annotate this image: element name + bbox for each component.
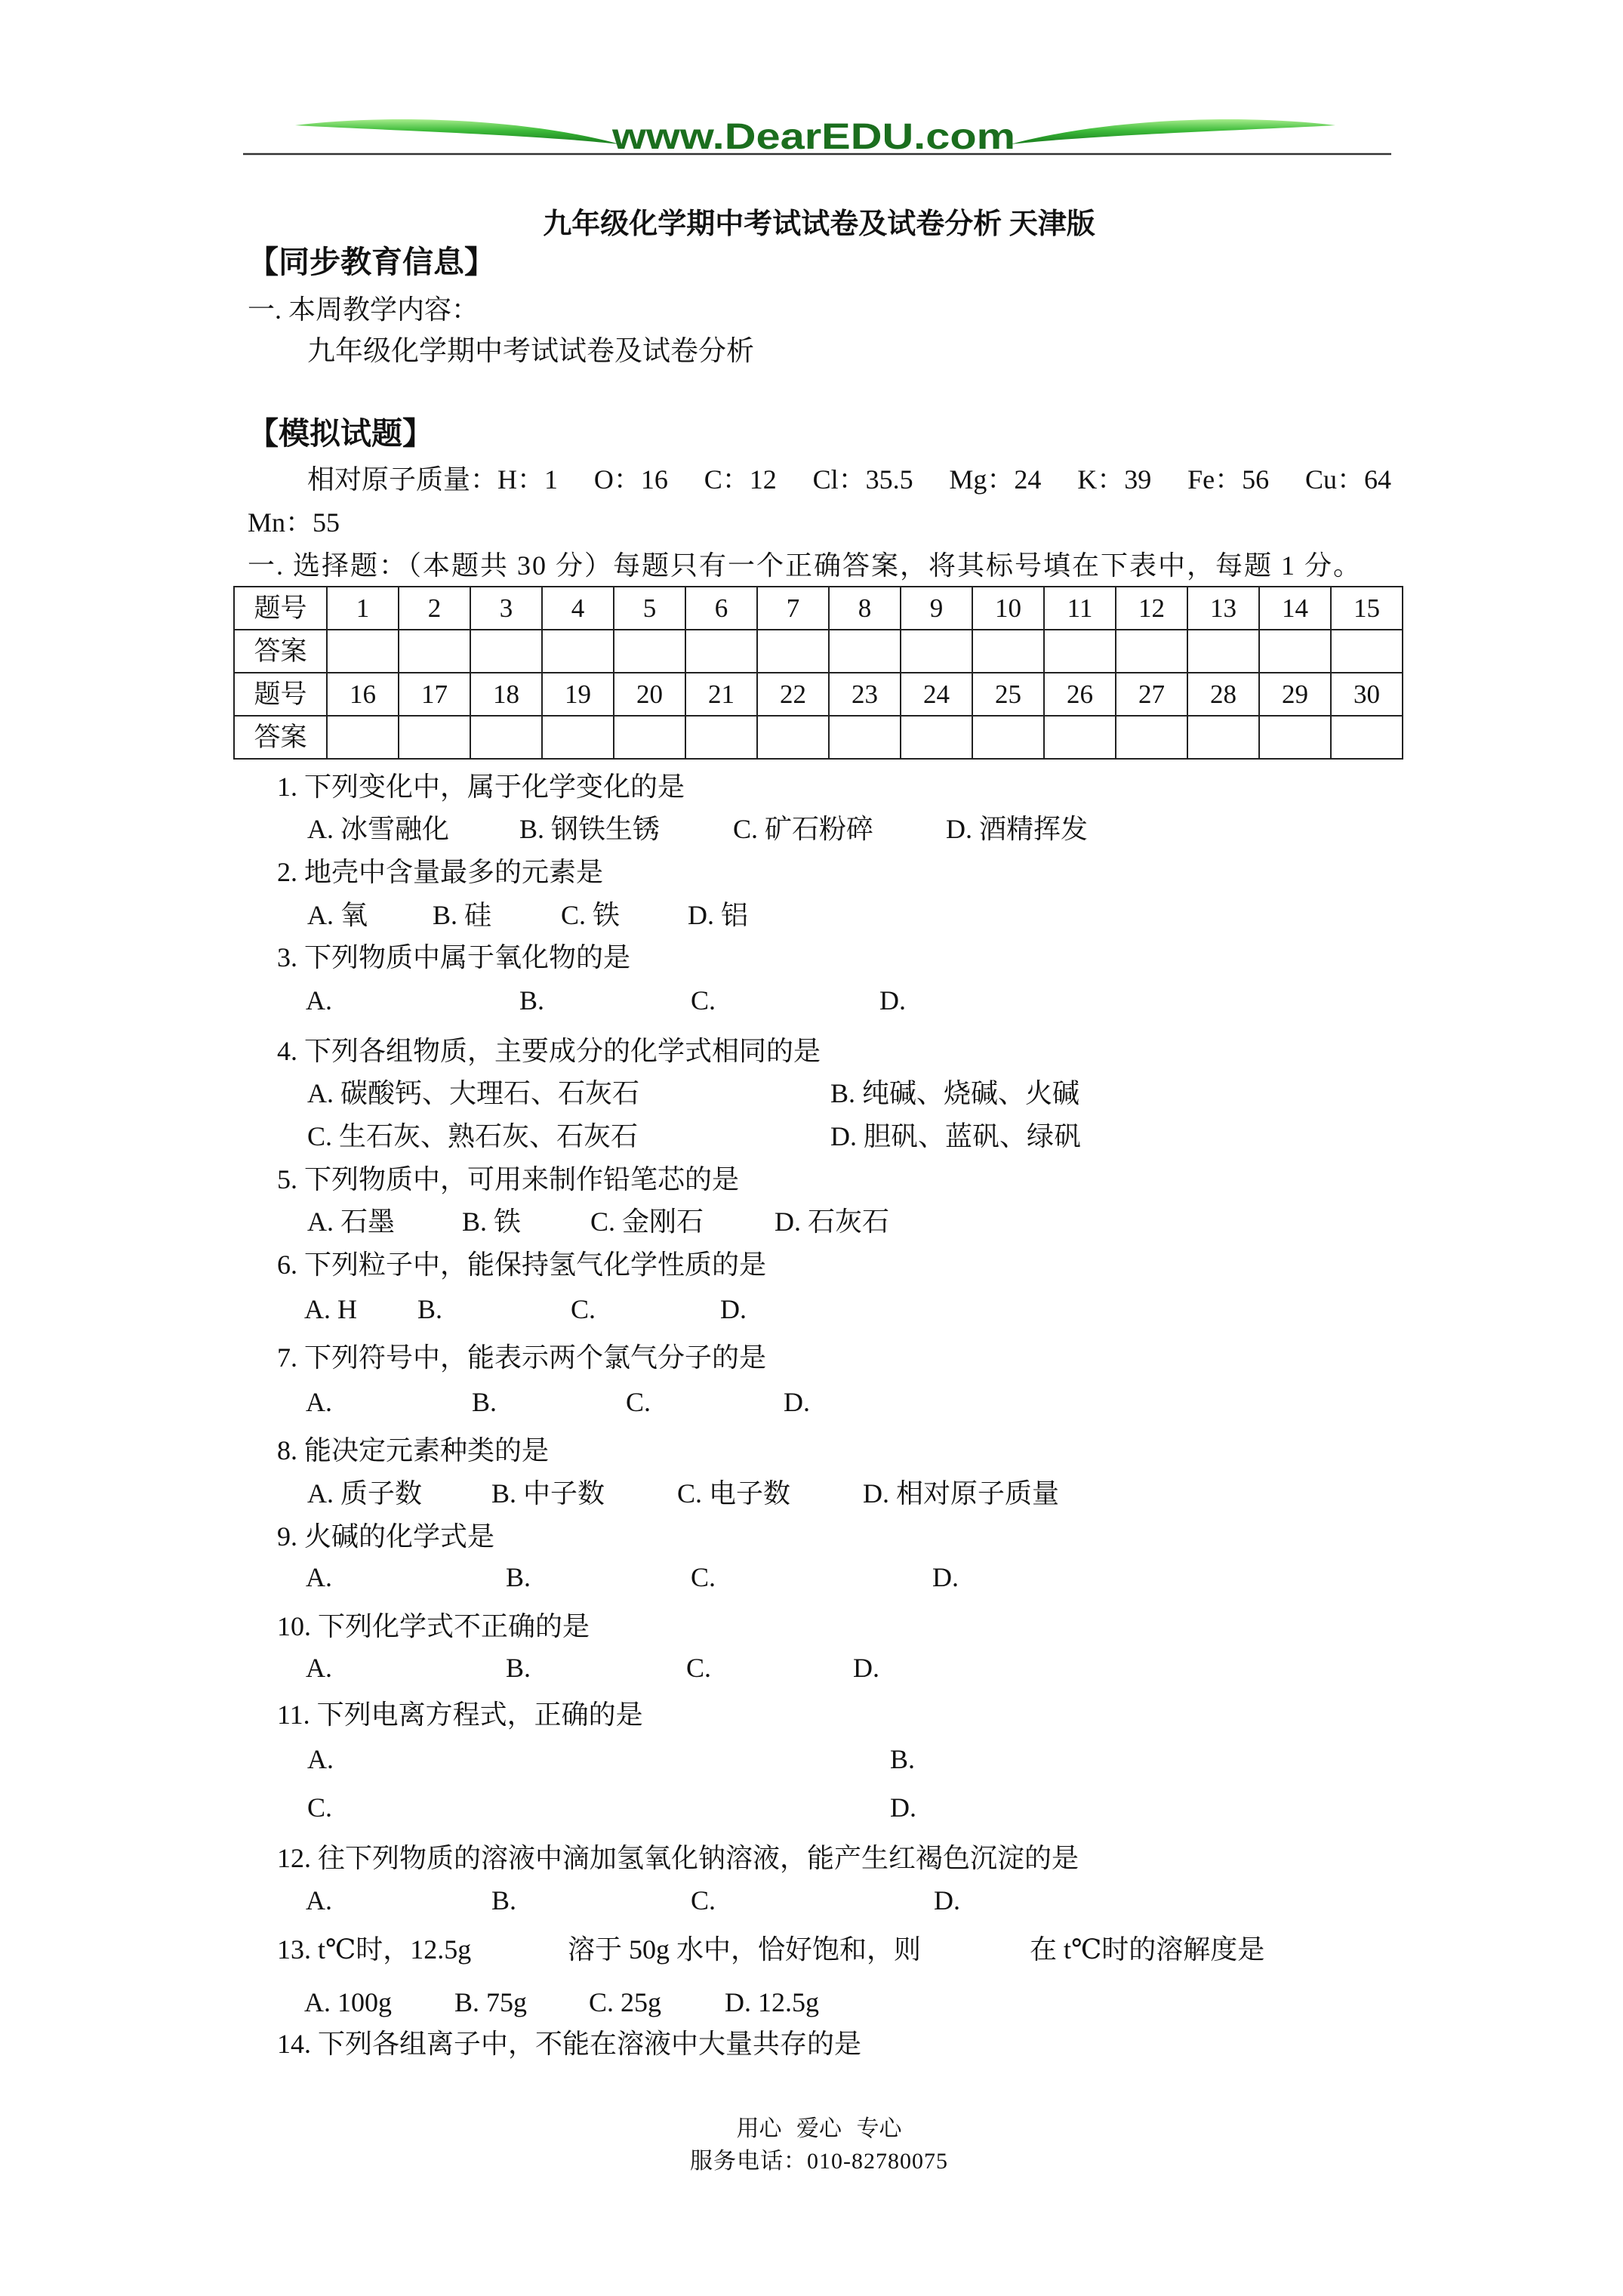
option-c: C. 生石灰、熟石灰、石灰石 <box>307 1121 639 1151</box>
option-a: A. 冰雪融化 <box>307 814 449 844</box>
answer-cell <box>470 630 542 673</box>
question-8-stem: 8. 能决定元素种类的是 <box>277 1435 550 1465</box>
page-title: 九年级化学期中考试试卷及试卷分析 天津版 <box>543 208 1095 240</box>
option-c: C. 金刚石 <box>590 1207 704 1237</box>
question-7-stem: 7. 下列符号中，能表示两个氯气分子的是 <box>277 1342 767 1373</box>
sync-info-heading: 【同步教育信息】 <box>248 245 495 279</box>
question-4-options-row1 <box>0 1080 1623 1107</box>
question-4-stem: 4. 下列各组物质，主要成分的化学式相同的是 <box>277 1036 821 1066</box>
option-b: B. <box>519 985 545 1015</box>
row-label-number: 题号 <box>234 587 327 630</box>
number-cell: 5 <box>614 587 685 630</box>
atomic-mass-item: H：1 <box>497 464 559 495</box>
question-13-stem <box>0 1936 1623 1963</box>
atomic-mass-label: 相对原子质量： <box>307 464 498 495</box>
answer-cell <box>1116 630 1187 673</box>
option-d: D. <box>932 1562 959 1592</box>
number-cell: 30 <box>1331 673 1403 716</box>
option-d: D. 石灰石 <box>775 1207 889 1237</box>
number-cell: 18 <box>470 673 542 716</box>
option-d: D. 胆矾、蓝矾、绿矾 <box>830 1121 1081 1151</box>
option-b: B. 纯碱、烧碱、火碱 <box>830 1078 1080 1108</box>
option-a: A. 氧 <box>307 900 368 930</box>
number-cell: 16 <box>327 673 399 716</box>
question-13-stem-part: 13. t℃时，12.5g <box>277 1934 472 1965</box>
option-b: B. 中子数 <box>491 1478 605 1509</box>
logo-swoosh-right <box>1011 119 1335 144</box>
option-d: D. 12.5g <box>725 1987 819 2017</box>
question-3-stem: 3. 下列物质中属于氧化物的是 <box>277 942 631 972</box>
option-b: B. <box>890 1744 916 1774</box>
question-12-stem: 12. 往下列物质的溶液中滴加氢氧化钠溶液，能产生红褐色沉淀的是 <box>277 1843 1079 1873</box>
question-1-options <box>0 815 1623 843</box>
number-cell: 8 <box>829 587 901 630</box>
option-c: C. 电子数 <box>677 1478 791 1509</box>
number-cell: 7 <box>757 587 829 630</box>
option-c: C. <box>307 1792 333 1823</box>
number-cell: 27 <box>1116 673 1187 716</box>
option-c: C. <box>691 985 716 1015</box>
option-d: D. <box>879 985 906 1015</box>
option-b: B. 铁 <box>462 1207 522 1237</box>
number-cell: 21 <box>685 673 757 716</box>
atomic-mass-item: K：39 <box>1077 464 1152 495</box>
answer-cell <box>542 716 614 759</box>
number-cell: 20 <box>614 673 685 716</box>
option-c: C. <box>691 1562 716 1592</box>
question-10-stem: 10. 下列化学式不正确的是 <box>277 1611 590 1641</box>
option-a: A. <box>306 1387 332 1417</box>
answer-cell <box>614 630 685 673</box>
option-a: A. <box>306 1653 332 1683</box>
row-label-number: 题号 <box>234 673 327 716</box>
answer-cell <box>1331 630 1403 673</box>
logo-swoosh-left <box>295 119 620 144</box>
atomic-mass-item: Mg：24 <box>949 464 1042 495</box>
answer-cell <box>1187 716 1259 759</box>
number-cell: 10 <box>972 587 1044 630</box>
question-2-options <box>0 901 1623 929</box>
question-7-options <box>0 1388 1623 1416</box>
weekly-content-label: 一. 本周教学内容： <box>248 294 479 325</box>
answer-cell <box>614 716 685 759</box>
atomic-mass-item: O：16 <box>593 464 668 495</box>
question-11-options-row2 <box>0 1794 1623 1821</box>
answer-cell <box>972 630 1044 673</box>
question-5-stem: 5. 下列物质中，可用来制作铅笔芯的是 <box>277 1164 740 1194</box>
question-number-row <box>234 587 1403 630</box>
number-cell: 1 <box>327 587 399 630</box>
option-c: C. <box>571 1294 596 1324</box>
option-b: B. <box>506 1562 531 1592</box>
row-label-answer: 答案 <box>234 716 327 759</box>
mock-test-heading: 【模拟试题】 <box>248 416 433 451</box>
question-11-stem: 11. 下列电离方程式，正确的是 <box>277 1700 643 1730</box>
question-8-options <box>0 1480 1623 1507</box>
answer-cell <box>327 716 399 759</box>
answer-cell <box>685 630 757 673</box>
answer-cell <box>972 716 1044 759</box>
number-cell: 22 <box>757 673 829 716</box>
option-a: A. <box>306 985 332 1015</box>
option-d: D. 相对原子质量 <box>863 1478 1059 1509</box>
option-c: C. 矿石粉碎 <box>733 814 874 844</box>
question-10-options <box>0 1654 1623 1681</box>
number-cell: 11 <box>1044 587 1116 630</box>
question-1-stem: 1. 下列变化中，属于化学变化的是 <box>277 772 685 802</box>
option-a: A. 100g <box>304 1987 392 2017</box>
option-d: D. 酒精挥发 <box>946 814 1088 844</box>
atomic-mass-item: C：12 <box>704 464 777 495</box>
option-b: B. 钢铁生锈 <box>519 814 661 844</box>
option-c: C. 25g <box>589 1987 662 2017</box>
answer-cell <box>829 630 901 673</box>
question-4-options-row2 <box>0 1123 1623 1150</box>
atomic-mass-item: Fe：56 <box>1187 464 1270 495</box>
option-a: A. <box>306 1885 332 1915</box>
number-cell: 2 <box>399 587 470 630</box>
number-cell: 4 <box>542 587 614 630</box>
number-cell: 9 <box>901 587 972 630</box>
number-cell: 26 <box>1044 673 1116 716</box>
atomic-mass-item: Cl：35.5 <box>812 464 913 495</box>
question-11-options-row1 <box>0 1746 1623 1773</box>
answer-row <box>234 630 1403 673</box>
atomic-mass-line <box>307 466 1391 493</box>
answer-cell <box>685 716 757 759</box>
answer-cell <box>829 716 901 759</box>
number-cell: 28 <box>1187 673 1259 716</box>
question-number-row <box>234 673 1403 716</box>
answer-cell <box>1116 716 1187 759</box>
question-6-stem: 6. 下列粒子中，能保持氢气化学性质的是 <box>277 1250 767 1280</box>
logo-text: www.DearEDU.com <box>611 117 1015 157</box>
answer-cell <box>399 716 470 759</box>
question-9-stem: 9. 火碱的化学式是 <box>277 1521 495 1552</box>
question-3-options <box>0 987 1623 1014</box>
answer-cell <box>1259 630 1331 673</box>
option-d: D. <box>720 1294 747 1324</box>
question-12-options <box>0 1887 1623 1914</box>
option-a: A. <box>306 1562 332 1592</box>
answer-cell <box>470 716 542 759</box>
question-13-options <box>0 1989 1623 2016</box>
option-b: B. <box>417 1294 443 1324</box>
answer-cell <box>757 630 829 673</box>
option-d: D. <box>853 1653 879 1683</box>
question-6-options <box>0 1296 1623 1323</box>
number-cell: 6 <box>685 587 757 630</box>
option-b: B. <box>472 1387 497 1417</box>
number-cell: 3 <box>470 587 542 630</box>
option-a: A. 质子数 <box>307 1478 422 1509</box>
answer-cell <box>1044 716 1116 759</box>
number-cell: 17 <box>399 673 470 716</box>
number-cell: 12 <box>1116 587 1187 630</box>
option-c: C. <box>691 1885 716 1915</box>
option-d: D. <box>784 1387 810 1417</box>
number-cell: 23 <box>829 673 901 716</box>
answer-cell <box>1187 630 1259 673</box>
option-b: B. 75g <box>454 1987 528 2017</box>
answer-cell <box>1044 630 1116 673</box>
answer-cell <box>757 716 829 759</box>
answer-cell <box>542 630 614 673</box>
option-b: B. 硅 <box>433 900 492 930</box>
answer-table <box>233 586 1403 760</box>
number-cell: 24 <box>901 673 972 716</box>
footer-slogan: 用心 爱心 专心 <box>736 2116 902 2141</box>
answer-cell <box>901 716 972 759</box>
question-14-stem: 14. 下列各组离子中，不能在溶液中大量共存的是 <box>277 2029 862 2059</box>
answer-row <box>234 716 1403 759</box>
row-label-answer: 答案 <box>234 630 327 673</box>
question-9-options <box>0 1564 1623 1591</box>
number-cell: 19 <box>542 673 614 716</box>
footer-phone: 服务电话：010-82780075 <box>690 2149 948 2174</box>
option-d: D. 铝 <box>688 900 748 930</box>
answer-cell <box>327 630 399 673</box>
option-c: C. 铁 <box>561 900 621 930</box>
answer-cell <box>901 630 972 673</box>
option-d: D. <box>934 1885 960 1915</box>
number-cell: 14 <box>1259 587 1331 630</box>
option-a: A. 石墨 <box>307 1207 395 1237</box>
number-cell: 15 <box>1331 587 1403 630</box>
question-2-stem: 2. 地壳中含量最多的元素是 <box>277 857 604 887</box>
option-c: C. <box>626 1387 651 1417</box>
option-b: B. <box>506 1653 531 1683</box>
atomic-mass-item: Cu：64 <box>1304 464 1391 495</box>
part-one-title: 一. 选择题：（本题共 30 分）每题只有一个正确答案，将其标号填在下表中，每题 1 分。 <box>248 550 1363 581</box>
number-cell: 29 <box>1259 673 1331 716</box>
answer-cell <box>1331 716 1403 759</box>
answer-cell <box>1259 716 1331 759</box>
option-d: D. <box>890 1792 916 1823</box>
atomic-mass-item: Mn：55 <box>248 507 340 538</box>
question-13-stem-part: 溶于 50g 水中，恰好饱和，则 <box>568 1934 922 1965</box>
option-a: A. <box>307 1744 334 1774</box>
weekly-content-text: 九年级化学期中考试试卷及试卷分析 <box>307 336 754 367</box>
option-c: C. <box>686 1653 712 1683</box>
number-cell: 25 <box>972 673 1044 716</box>
atomic-mass-first <box>307 466 558 493</box>
answer-cell <box>399 630 470 673</box>
option-a: A. H <box>304 1294 357 1324</box>
number-cell: 13 <box>1187 587 1259 630</box>
option-b: B. <box>491 1885 517 1915</box>
option-a: A. 碳酸钙、大理石、石灰石 <box>307 1078 639 1108</box>
question-5-options <box>0 1208 1623 1235</box>
site-logo <box>0 0 1623 166</box>
question-13-stem-part: 在 t℃时的溶解度是 <box>1030 1934 1265 1965</box>
